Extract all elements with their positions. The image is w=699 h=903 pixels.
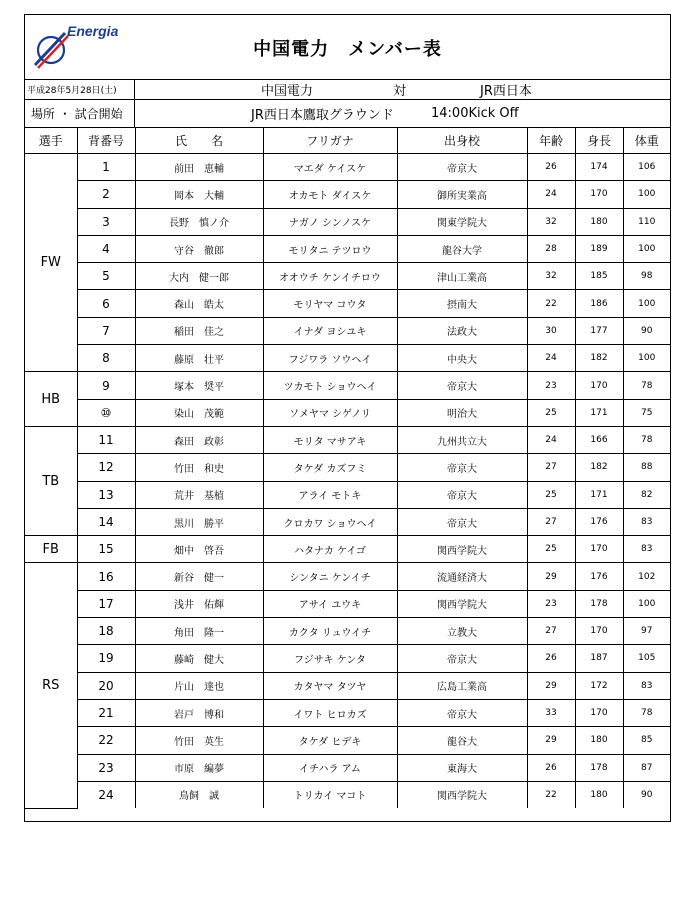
svg-text:Energia: Energia bbox=[67, 23, 119, 39]
player-name: 前田 恵輔 bbox=[135, 154, 263, 181]
player-height: 180 bbox=[575, 208, 623, 235]
player-height: 185 bbox=[575, 263, 623, 290]
column-header: 出身校 bbox=[397, 127, 527, 154]
player-name: 長野 慎ノ介 bbox=[135, 208, 263, 235]
player-school: 明治大 bbox=[397, 399, 527, 426]
player-weight: 78 bbox=[623, 372, 670, 399]
player-furigana: ソメヤマ シゲノリ bbox=[263, 399, 397, 426]
player-age: 33 bbox=[527, 699, 575, 726]
player-name: 森田 政彰 bbox=[135, 426, 263, 453]
player-weight: 90 bbox=[623, 781, 670, 808]
player-school: 流通経済大 bbox=[397, 563, 527, 590]
player-weight: 97 bbox=[623, 618, 670, 645]
table-row bbox=[25, 563, 670, 590]
player-age: 24 bbox=[527, 426, 575, 453]
player-age: 25 bbox=[527, 536, 575, 563]
player-weight: 90 bbox=[623, 317, 670, 344]
player-height: 171 bbox=[575, 481, 623, 508]
table-row bbox=[25, 454, 670, 481]
player-weight: 106 bbox=[623, 154, 670, 181]
player-height: 176 bbox=[575, 563, 623, 590]
player-school: 帝京大 bbox=[397, 481, 527, 508]
player-height: 180 bbox=[575, 727, 623, 754]
player-school: 帝京大 bbox=[397, 645, 527, 672]
table-row bbox=[25, 235, 670, 262]
table-row bbox=[25, 536, 670, 563]
player-age: 25 bbox=[527, 481, 575, 508]
player-school: 法政大 bbox=[397, 317, 527, 344]
player-height: 189 bbox=[575, 235, 623, 262]
table-row bbox=[25, 399, 670, 426]
page-title: 中国電力 メンバー表 bbox=[253, 39, 442, 60]
player-furigana: アライ モトキ bbox=[263, 481, 397, 508]
player-weight: 78 bbox=[623, 426, 670, 453]
player-weight: 105 bbox=[623, 645, 670, 672]
player-age: 23 bbox=[527, 590, 575, 617]
player-furigana: マエダ ケイスケ bbox=[263, 154, 397, 181]
jersey-number: ⑩ bbox=[77, 399, 135, 426]
player-age: 29 bbox=[527, 563, 575, 590]
player-weight: 100 bbox=[623, 290, 670, 317]
match-row bbox=[25, 79, 670, 100]
jersey-number: 18 bbox=[77, 618, 135, 645]
jersey-number: 4 bbox=[77, 235, 135, 262]
player-weight: 82 bbox=[623, 481, 670, 508]
player-age: 28 bbox=[527, 235, 575, 262]
player-furigana: カクタ リュウイチ bbox=[263, 618, 397, 645]
player-weight: 83 bbox=[623, 536, 670, 563]
table-row bbox=[25, 508, 670, 535]
player-weight: 83 bbox=[623, 508, 670, 535]
player-age: 26 bbox=[527, 154, 575, 181]
player-height: 170 bbox=[575, 372, 623, 399]
player-school: 御所実業高 bbox=[397, 181, 527, 208]
player-age: 22 bbox=[527, 781, 575, 808]
player-height: 166 bbox=[575, 426, 623, 453]
player-furigana: タケダ カズフミ bbox=[263, 454, 397, 481]
table-row bbox=[25, 290, 670, 317]
home-team: 中国電力 bbox=[261, 83, 314, 99]
player-weight: 110 bbox=[623, 208, 670, 235]
player-age: 32 bbox=[527, 208, 575, 235]
player-height: 187 bbox=[575, 645, 623, 672]
away-team: JR西日本 bbox=[480, 83, 532, 99]
table-row bbox=[25, 781, 670, 808]
table-row bbox=[25, 699, 670, 726]
player-weight: 85 bbox=[623, 727, 670, 754]
sheet-header bbox=[25, 15, 670, 80]
player-school: 東海大 bbox=[397, 754, 527, 781]
player-name: 大内 健一郎 bbox=[135, 263, 263, 290]
table-row bbox=[25, 754, 670, 781]
player-age: 23 bbox=[527, 372, 575, 399]
player-height: 170 bbox=[575, 536, 623, 563]
column-header: 氏 名 bbox=[135, 127, 263, 154]
player-age: 30 bbox=[527, 317, 575, 344]
player-height: 170 bbox=[575, 618, 623, 645]
player-height: 170 bbox=[575, 699, 623, 726]
jersey-number: 6 bbox=[77, 290, 135, 317]
player-name: 鳥飼 誠 bbox=[135, 781, 263, 808]
table-row bbox=[25, 181, 670, 208]
player-height: 178 bbox=[575, 590, 623, 617]
table-row bbox=[25, 672, 670, 699]
player-furigana: トリカイ マコト bbox=[263, 781, 397, 808]
player-school: 関西学院大 bbox=[397, 590, 527, 617]
player-age: 24 bbox=[527, 181, 575, 208]
column-header: 体重 bbox=[623, 127, 670, 154]
player-school: 摂南大 bbox=[397, 290, 527, 317]
column-header: 背番号 bbox=[77, 127, 135, 154]
player-age: 26 bbox=[527, 754, 575, 781]
player-name: 稲田 佳之 bbox=[135, 317, 263, 344]
position-group-label: RS bbox=[25, 563, 77, 808]
player-name: 角田 隆一 bbox=[135, 618, 263, 645]
player-furigana: アサイ ユウキ bbox=[263, 590, 397, 617]
player-height: 182 bbox=[575, 454, 623, 481]
player-school: 広島工業高 bbox=[397, 672, 527, 699]
table-row bbox=[25, 345, 670, 372]
player-age: 32 bbox=[527, 263, 575, 290]
player-school: 帝京大 bbox=[397, 372, 527, 399]
jersey-number: 23 bbox=[77, 754, 135, 781]
jersey-number: 24 bbox=[77, 781, 135, 808]
player-height: 182 bbox=[575, 345, 623, 372]
player-name: 守谷 徹郎 bbox=[135, 235, 263, 262]
player-furigana: フジワラ ソウヘイ bbox=[263, 345, 397, 372]
player-school: 津山工業高 bbox=[397, 263, 527, 290]
player-height: 171 bbox=[575, 399, 623, 426]
player-age: 25 bbox=[527, 399, 575, 426]
player-school: 帝京大 bbox=[397, 699, 527, 726]
player-name: 岩戸 博和 bbox=[135, 699, 263, 726]
jersey-number: 7 bbox=[77, 317, 135, 344]
jersey-number: 8 bbox=[77, 345, 135, 372]
jersey-number: 22 bbox=[77, 727, 135, 754]
player-height: 170 bbox=[575, 181, 623, 208]
player-furigana: ハタナカ ケイゴ bbox=[263, 536, 397, 563]
table-row bbox=[25, 154, 670, 181]
player-furigana: イワト ヒロカズ bbox=[263, 699, 397, 726]
player-name: 黒川 勝平 bbox=[135, 508, 263, 535]
player-school: 龍谷大 bbox=[397, 727, 527, 754]
player-name: 荒井 基植 bbox=[135, 481, 263, 508]
table-row bbox=[25, 263, 670, 290]
jersey-number: 12 bbox=[77, 454, 135, 481]
player-furigana: モリタニ テツロウ bbox=[263, 235, 397, 262]
player-name: 市原 編夢 bbox=[135, 754, 263, 781]
player-height: 186 bbox=[575, 290, 623, 317]
position-group-label: FW bbox=[25, 154, 77, 372]
player-furigana: ツカモト ショウヘイ bbox=[263, 372, 397, 399]
player-name: 片山 達也 bbox=[135, 672, 263, 699]
player-name: 竹田 英生 bbox=[135, 727, 263, 754]
player-school: 関西学院大 bbox=[397, 781, 527, 808]
venue-label: 場所 ・ 試合開始 bbox=[25, 100, 135, 127]
player-age: 27 bbox=[527, 508, 575, 535]
player-weight: 83 bbox=[623, 672, 670, 699]
player-weight: 102 bbox=[623, 563, 670, 590]
venue-name: JR西日本鷹取グラウンド bbox=[251, 108, 394, 123]
player-height: 180 bbox=[575, 781, 623, 808]
player-furigana: モリヤマ コウタ bbox=[263, 290, 397, 317]
jersey-number: 14 bbox=[77, 508, 135, 535]
kickoff-time: 14:00Kick Off bbox=[431, 106, 519, 121]
player-name: 藤原 壮平 bbox=[135, 345, 263, 372]
jersey-number: 9 bbox=[77, 372, 135, 399]
position-group-label: FB bbox=[25, 536, 77, 563]
player-school: 帝京大 bbox=[397, 508, 527, 535]
player-height: 178 bbox=[575, 754, 623, 781]
player-height: 176 bbox=[575, 508, 623, 535]
date-label: 平成28年5月28日(土) bbox=[25, 79, 135, 99]
jersey-number: 1 bbox=[77, 154, 135, 181]
player-furigana: フジサキ ケンタ bbox=[263, 645, 397, 672]
player-school: 立教大 bbox=[397, 618, 527, 645]
table-row bbox=[25, 645, 670, 672]
player-age: 24 bbox=[527, 345, 575, 372]
player-age: 27 bbox=[527, 454, 575, 481]
jersey-number: 19 bbox=[77, 645, 135, 672]
player-weight: 75 bbox=[623, 399, 670, 426]
player-furigana: オオウチ ケンイチロウ bbox=[263, 263, 397, 290]
player-name: 染山 茂範 bbox=[135, 399, 263, 426]
versus-text: 対 bbox=[393, 83, 407, 99]
table-row bbox=[25, 590, 670, 617]
player-furigana: タケダ ヒデキ bbox=[263, 727, 397, 754]
player-furigana: オカモト ダイスケ bbox=[263, 181, 397, 208]
jersey-number: 21 bbox=[77, 699, 135, 726]
jersey-number: 5 bbox=[77, 263, 135, 290]
table-row bbox=[25, 372, 670, 399]
player-furigana: ナガノ シンノスケ bbox=[263, 208, 397, 235]
player-name: 岡本 大輔 bbox=[135, 181, 263, 208]
player-age: 27 bbox=[527, 618, 575, 645]
player-height: 174 bbox=[575, 154, 623, 181]
table-row bbox=[25, 481, 670, 508]
player-furigana: シンタニ ケンイチ bbox=[263, 563, 397, 590]
player-school: 九州共立大 bbox=[397, 426, 527, 453]
jersey-number: 13 bbox=[77, 481, 135, 508]
table-row bbox=[25, 727, 670, 754]
player-name: 森山 皓太 bbox=[135, 290, 263, 317]
column-header: 年齢 bbox=[527, 127, 575, 154]
column-header: 身長 bbox=[575, 127, 623, 154]
jersey-number: 17 bbox=[77, 590, 135, 617]
player-age: 26 bbox=[527, 645, 575, 672]
player-school: 帝京大 bbox=[397, 154, 527, 181]
player-weight: 87 bbox=[623, 754, 670, 781]
player-school: 中央大 bbox=[397, 345, 527, 372]
jersey-number: 11 bbox=[77, 426, 135, 453]
table-row bbox=[25, 618, 670, 645]
table-row bbox=[25, 317, 670, 344]
player-height: 177 bbox=[575, 317, 623, 344]
player-furigana: イナダ ヨシユキ bbox=[263, 317, 397, 344]
player-name: 新谷 健一 bbox=[135, 563, 263, 590]
jersey-number: 15 bbox=[77, 536, 135, 563]
player-age: 22 bbox=[527, 290, 575, 317]
player-name: 畑中 啓吾 bbox=[135, 536, 263, 563]
player-weight: 100 bbox=[623, 590, 670, 617]
player-weight: 100 bbox=[623, 181, 670, 208]
player-name: 塚本 奨平 bbox=[135, 372, 263, 399]
player-height: 172 bbox=[575, 672, 623, 699]
player-age: 29 bbox=[527, 727, 575, 754]
player-weight: 88 bbox=[623, 454, 670, 481]
player-weight: 100 bbox=[623, 235, 670, 262]
jersey-number: 3 bbox=[77, 208, 135, 235]
table-row bbox=[25, 208, 670, 235]
table-row bbox=[25, 426, 670, 453]
player-weight: 98 bbox=[623, 263, 670, 290]
position-group-label: HB bbox=[25, 372, 77, 427]
player-school: 龍谷大学 bbox=[397, 235, 527, 262]
roster-body bbox=[25, 154, 670, 809]
player-weight: 78 bbox=[623, 699, 670, 726]
player-furigana: イチハラ アム bbox=[263, 754, 397, 781]
player-school: 関東学院大 bbox=[397, 208, 527, 235]
player-furigana: カタヤマ タツヤ bbox=[263, 672, 397, 699]
venue-row bbox=[25, 100, 670, 128]
player-weight: 100 bbox=[623, 345, 670, 372]
player-name: 浅井 佑輝 bbox=[135, 590, 263, 617]
column-header: 選手 bbox=[25, 127, 77, 154]
player-name: 藤崎 健大 bbox=[135, 645, 263, 672]
player-school: 帝京大 bbox=[397, 454, 527, 481]
player-name: 竹田 和史 bbox=[135, 454, 263, 481]
player-age: 29 bbox=[527, 672, 575, 699]
player-school: 関西学院大 bbox=[397, 536, 527, 563]
jersey-number: 2 bbox=[77, 181, 135, 208]
roster-table bbox=[25, 127, 670, 809]
table-header-row bbox=[25, 127, 670, 154]
jersey-number: 16 bbox=[77, 563, 135, 590]
position-group-label: TB bbox=[25, 426, 77, 535]
column-header: フリガナ bbox=[263, 127, 397, 154]
player-furigana: モリタ マサアキ bbox=[263, 426, 397, 453]
jersey-number: 20 bbox=[77, 672, 135, 699]
player-furigana: クロカワ ショウヘイ bbox=[263, 508, 397, 535]
member-sheet bbox=[24, 14, 671, 822]
